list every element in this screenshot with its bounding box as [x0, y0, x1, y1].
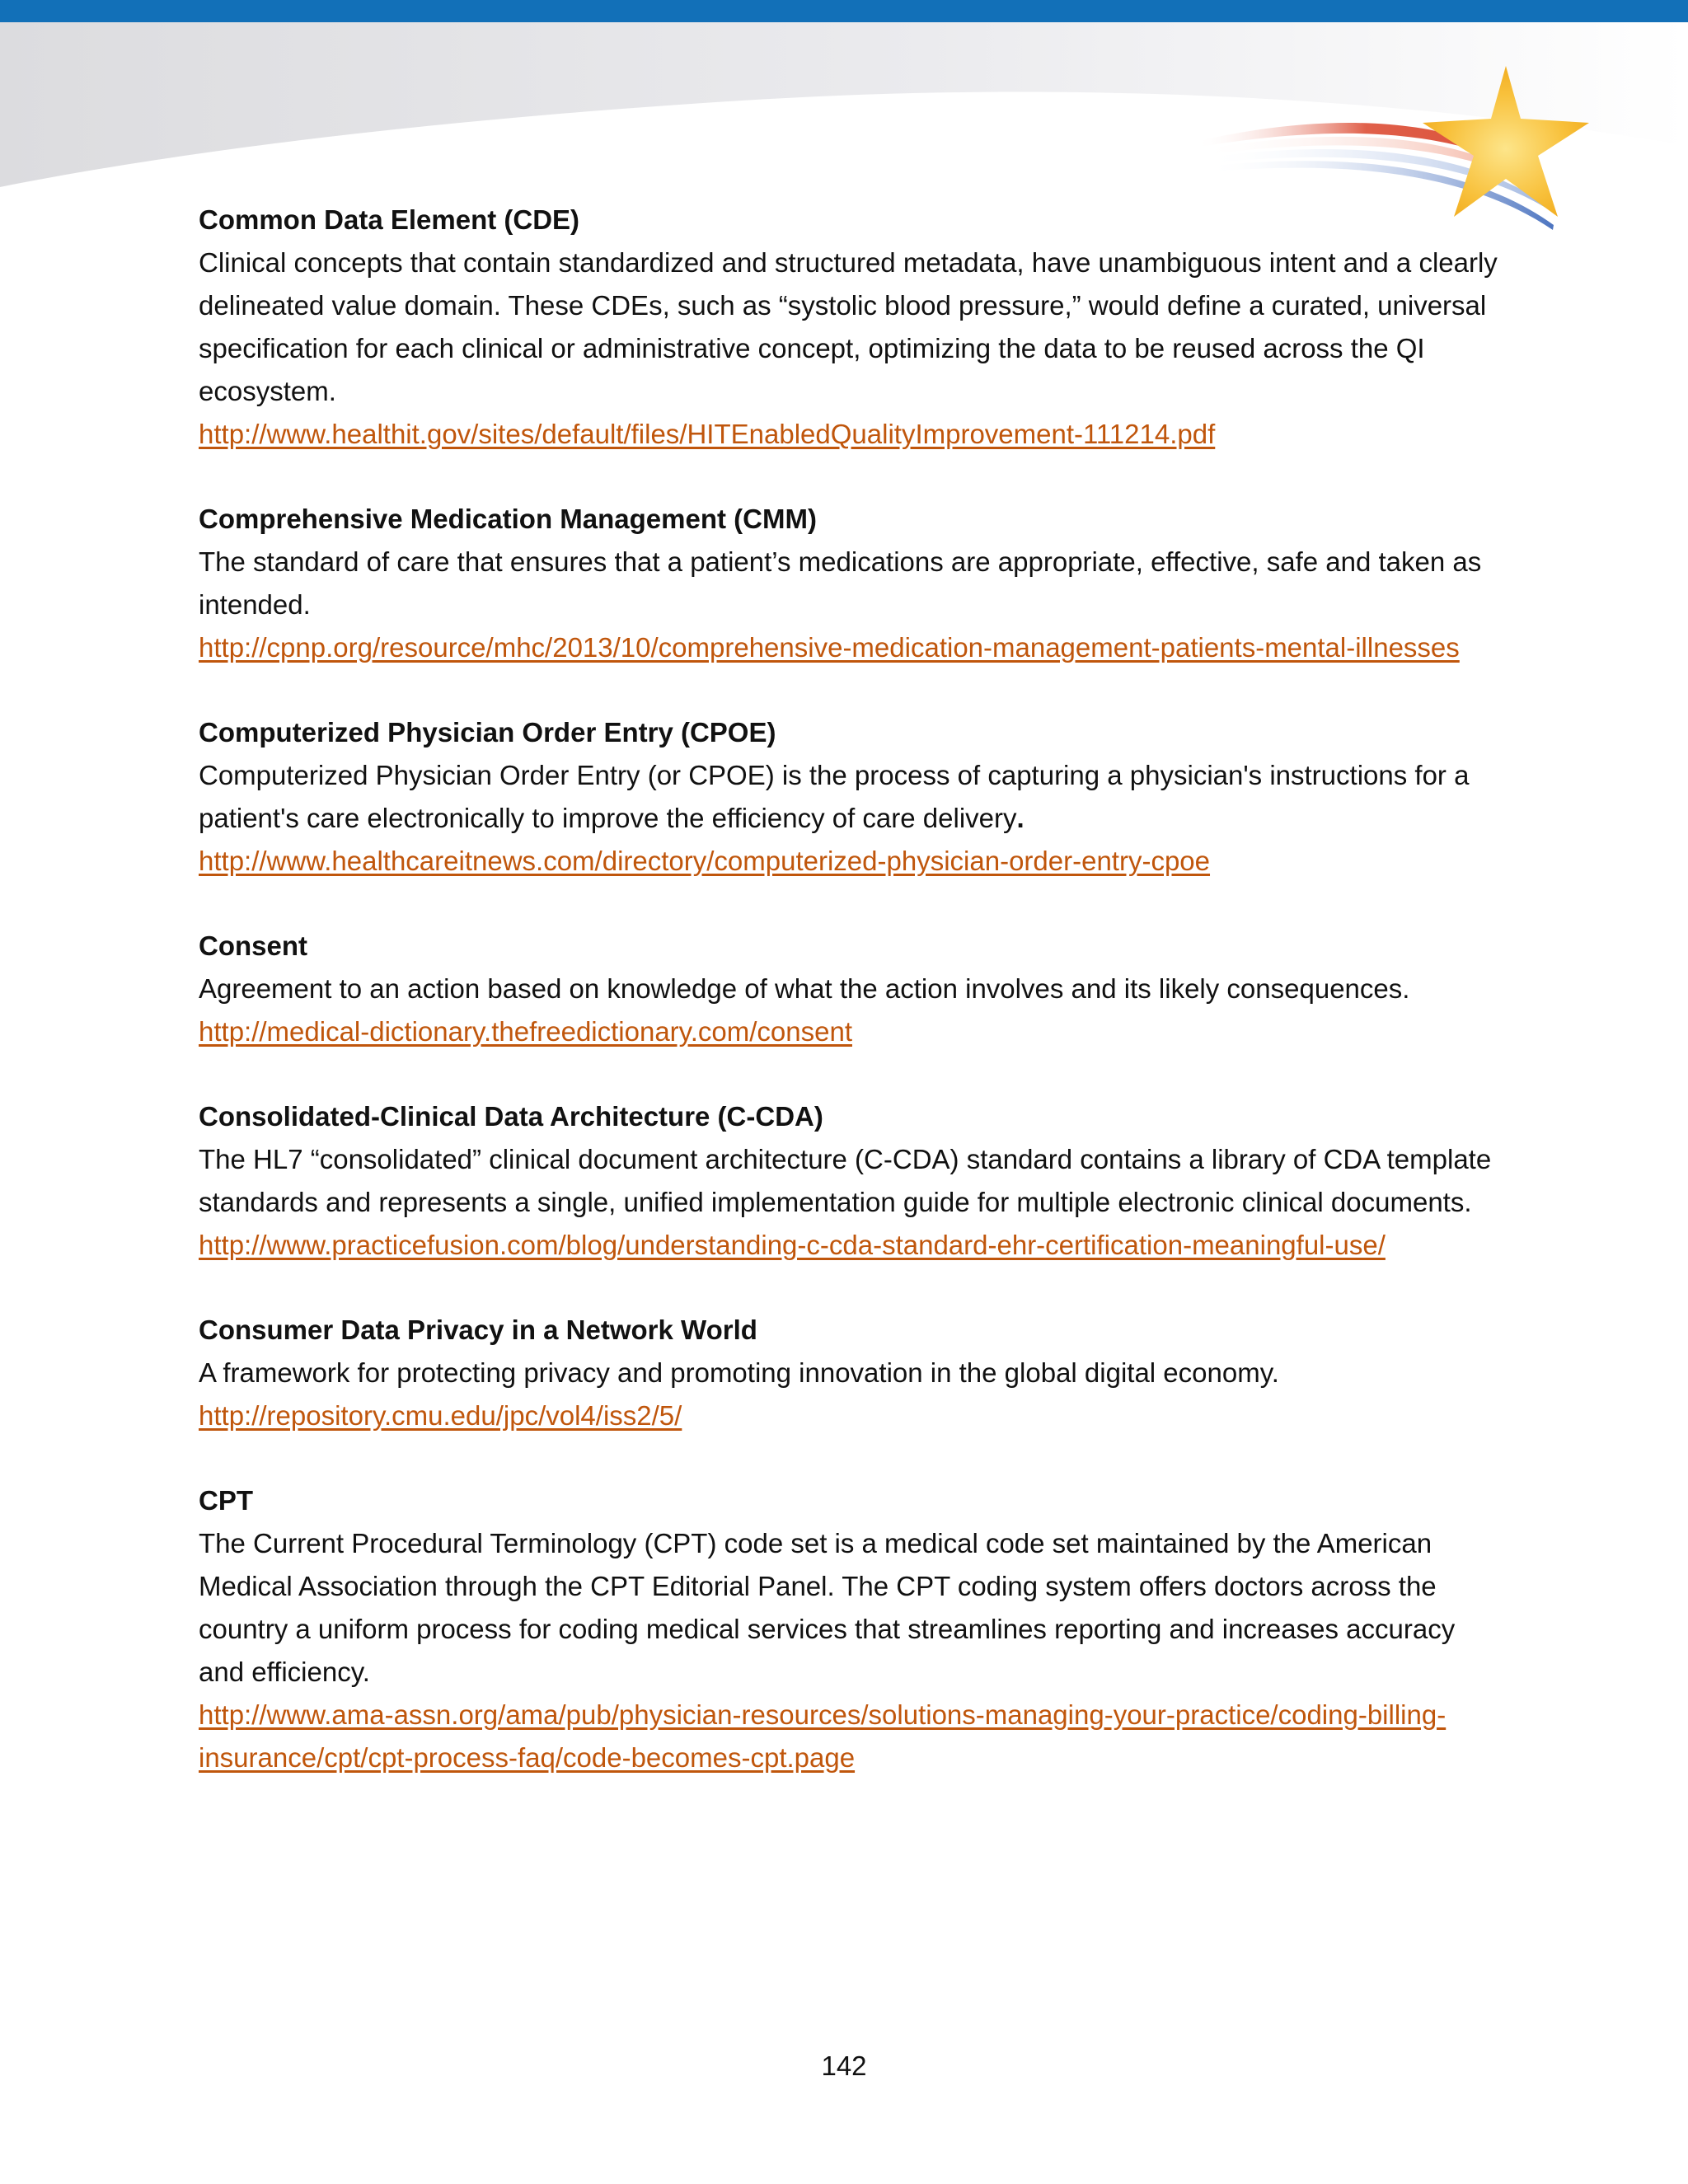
glossary-entry-cpt [199, 1479, 1501, 1779]
entry-link[interactable]: http://www.healthcareitnews.com/directory/computerized-physician-order-entry-cpoe [199, 846, 1211, 876]
glossary-entry-cde [199, 199, 1501, 456]
entry-description: A framework for protecting privacy and promoting innovation in the global digital economy. [199, 1357, 1279, 1388]
entry-title: CPT [199, 1485, 253, 1516]
entry-title: Consolidated-Clinical Data Architecture (C-CDA) [199, 1101, 823, 1132]
entry-link[interactable]: http://www.ama-assn.org/ama/pub/physician-resources/solutions-managing-your-practice/coding-billing-insurance/cpt/cpt-process-faq/code-becomes-cpt.page [199, 1699, 1447, 1773]
entry-link[interactable]: http://www.practicefusion.com/blog/understanding-c-cda-standard-ehr-certification-meaningful-use/ [199, 1230, 1386, 1260]
glossary-entry-consumer-data-privacy [199, 1309, 1501, 1437]
glossary-entry-c-cda [199, 1095, 1501, 1267]
entry-link[interactable]: http://www.healthit.gov/sites/default/files/HITEnabledQualityImprovement-111214.pdf [199, 419, 1216, 449]
entry-link[interactable]: http://cpnp.org/resource/mhc/2013/10/comprehensive-medication-management-patients-mental-illnesses [199, 632, 1460, 663]
entry-description: The HL7 “consolidated” clinical document architecture (C-CDA) standard contains a library of CDA template standards and represents a single, unified implementation guide for multiple electronic clinical documents. [199, 1144, 1492, 1217]
entry-title: Computerized Physician Order Entry (CPOE) [199, 717, 776, 748]
glossary-content [199, 199, 1501, 1821]
glossary-entry-cpoe [199, 711, 1501, 883]
entry-title: Common Data Element (CDE) [199, 204, 580, 235]
entry-description: Clinical concepts that contain standardized and structured metadata, have unambiguous intent and a clearly delineated value domain. These CDEs, such as “systolic blood pressure,” would define a curated, universal specification for each clinical or administrative concept, optimizing the data to be reused across the QI ecosystem. [199, 247, 1498, 406]
page-number: 142 [821, 2050, 867, 2081]
entry-description-text: Computerized Physician Order Entry (or CPOE) is the process of capturing a physician's instructions for a patient's care electronically to improve the efficiency of care delivery [199, 760, 1470, 833]
glossary-entry-cmm [199, 498, 1501, 669]
entry-description: Agreement to an action based on knowledge of what the action involves and its likely consequences. [199, 973, 1410, 1004]
entry-title: Comprehensive Medication Management (CMM) [199, 504, 817, 534]
entry-description [199, 754, 1501, 840]
glossary-entry-consent [199, 925, 1501, 1053]
header-bar [0, 0, 1688, 22]
entry-link[interactable]: http://repository.cmu.edu/jpc/vol4/iss2/5/ [199, 1400, 682, 1431]
entry-description-period: . [1016, 803, 1025, 833]
entry-description: The Current Procedural Terminology (CPT) code set is a medical code set maintained by the American Medical Association through the CPT Editorial Panel. The CPT coding system offers doctors across the country a uniform process for coding medical services that streamlines reporting and increases accuracy and efficiency. [199, 1528, 1456, 1687]
entry-description: The standard of care that ensures that a patient’s medications are appropriate, effective, safe and taken as intended. [199, 546, 1482, 620]
entry-title: Consent [199, 930, 307, 961]
entry-title: Consumer Data Privacy in a Network World [199, 1315, 757, 1345]
entry-link[interactable]: http://medical-dictionary.thefreedictionary.com/consent [199, 1016, 852, 1047]
